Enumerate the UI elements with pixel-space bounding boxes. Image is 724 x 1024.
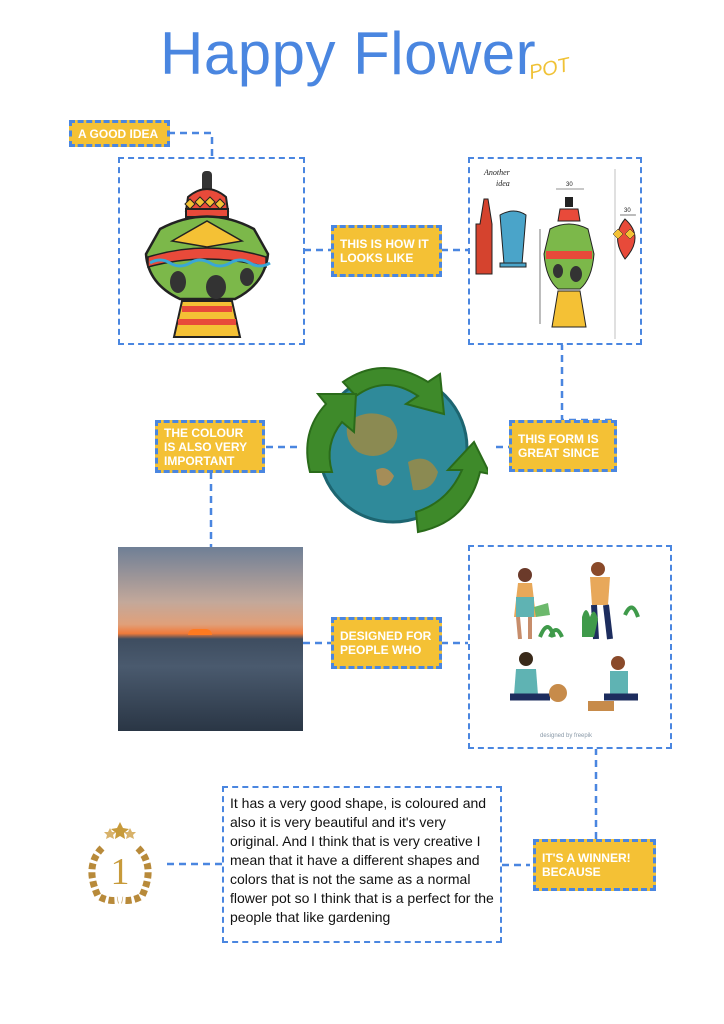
vase-panel [118,157,305,345]
medal-icon [74,818,166,908]
box-winner-label: IT'S A WINNER! BECAUSE [542,851,631,879]
sun-shape [188,629,212,635]
people-panel [468,545,672,749]
box-looks-like [331,225,442,277]
box-colour-label: THE COLOUR IS ALSO VERY IMPORTANT [164,425,247,468]
page-subtitle: POT [527,53,572,85]
winner-text: It has a very good shape, is coloured and also it is very beautiful and it's very original. And I think that is very creative I mean that it have a different shapes and colors that is not the same as a normal flower pot so I think that is a perfect for the people that like gardening [230,795,494,925]
sketch-note-2: idea [496,179,510,188]
gardening-people [470,547,670,747]
recycle-globe [298,352,488,538]
box-winner [533,839,656,891]
winner-text-box [222,786,502,943]
box-form-label: THIS FORM IS GREAT SINCE [518,432,600,460]
medal-number: 1 [110,851,130,893]
sketch-dim-top: 30 [566,182,573,188]
sketch-panel [468,157,642,345]
box-form [509,420,617,472]
sketch-note-1: Another [484,168,510,177]
box-colour [155,420,265,473]
sketch-drawing [470,159,640,343]
box-designed-label: DESIGNED FOR PEOPLE WHO [340,629,432,657]
page-title: Happy Flower [160,20,537,87]
sketch-dim-side: 30 [624,208,631,214]
box-good-idea-label: A GOOD IDEA [78,126,159,141]
sunset-photo [118,547,303,731]
box-designed [331,617,442,669]
people-credit: designed by freepik [540,733,593,739]
box-looks-like-label: THIS IS HOW IT LOOKS LIKE [340,237,429,265]
vase-drawing [120,159,303,343]
box-good-idea [69,120,170,147]
